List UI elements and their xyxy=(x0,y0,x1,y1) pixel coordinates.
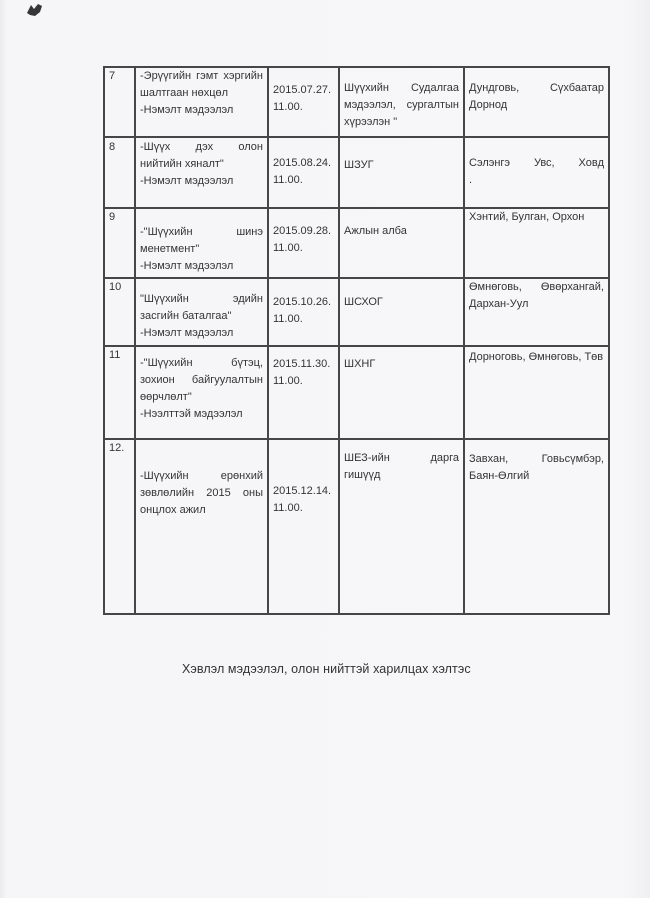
cell-text: ШСХОГ xyxy=(344,296,383,308)
cell-text: 2015.08.24. xyxy=(273,157,332,169)
cell-text: -"Шүүхийн шинэ менетмент" xyxy=(140,226,263,255)
cell-topic xyxy=(135,439,268,614)
cell-regions xyxy=(464,278,609,346)
cell-text: 11.00. xyxy=(273,174,303,186)
cell-organizer xyxy=(339,137,464,208)
cell-number xyxy=(104,67,135,137)
cell-text: 2015.07.27. xyxy=(273,84,332,96)
cell-text: "Шүүхийн эдийн засгийн баталгаа" xyxy=(140,293,263,322)
cell-text: 11.00. xyxy=(273,502,303,514)
cell-text: -Нээлттэй мэдээлэл xyxy=(140,408,243,420)
cell-number xyxy=(104,346,135,439)
table-row xyxy=(104,278,609,346)
cell-datetime xyxy=(268,278,339,346)
cell-organizer xyxy=(339,346,464,439)
cell-topic xyxy=(135,278,268,346)
cell-number xyxy=(104,439,135,614)
cell-topic xyxy=(135,208,268,278)
cell-text: -Шүүхийн ерөнхий зөвлөлийн 2015 оны онцлох ажил xyxy=(140,470,263,516)
cell-regions xyxy=(464,208,609,278)
cell-topic xyxy=(135,137,268,208)
cell-text: Ажлын алба xyxy=(344,225,407,237)
cell-text: -Шүүх дэх олон нийтийн хяналт" xyxy=(140,141,263,170)
cell-text: -"Шүүхийн бүтэц, зохион байгуулалтын өөрчлөлт" xyxy=(140,357,263,403)
cell-text: -Нэмэлт мэдээлэл xyxy=(140,175,234,187)
cell-text: 7 xyxy=(109,70,116,82)
cell-datetime xyxy=(268,137,339,208)
cell-regions xyxy=(464,439,609,614)
cell-number xyxy=(104,208,135,278)
cell-text: 11 xyxy=(109,349,121,361)
table-row xyxy=(104,439,609,614)
cell-regions xyxy=(464,346,609,439)
cell-text: 12. xyxy=(109,442,125,454)
cell-organizer xyxy=(339,439,464,614)
schedule-table-body xyxy=(104,67,609,614)
cell-text: Шүүхийн Судалгаа мэдээлэл, сургалтын хүрээлэн " xyxy=(344,82,459,128)
cell-text: 11.00. xyxy=(273,101,303,113)
cell-text: 10 xyxy=(109,281,122,293)
ink-smudge-mark xyxy=(25,3,45,18)
cell-text: 8 xyxy=(109,141,116,153)
cell-organizer xyxy=(339,208,464,278)
table-row xyxy=(104,67,609,137)
cell-text: -Нэмэлт мэдээлэл xyxy=(140,327,234,339)
cell-text: Өмнөговь, Өвөрхангай, Дархан-Уул xyxy=(469,281,604,310)
cell-text: ШЕЗ-ийн дарга гишүүд xyxy=(344,452,459,481)
cell-datetime xyxy=(268,67,339,137)
cell-topic xyxy=(135,67,268,137)
cell-text: 2015.12.14. xyxy=(273,485,332,497)
cell-datetime xyxy=(268,439,339,614)
cell-text: -Эрүүгийн гэмт хэргийн шалтгаан нөхцөл xyxy=(140,70,263,99)
cell-text: Дорноговь, Өмнөговь, Төв xyxy=(469,351,604,363)
cell-text: -Нэмэлт мэдээлэл xyxy=(140,104,234,116)
cell-regions xyxy=(464,137,609,208)
cell-text: 11.00. xyxy=(273,313,303,325)
schedule-table xyxy=(103,66,610,615)
table-row xyxy=(104,137,609,208)
cell-text: ШЗУГ xyxy=(344,159,374,171)
cell-text: . xyxy=(469,174,473,186)
cell-text: 11.00. xyxy=(273,375,303,387)
cell-number xyxy=(104,137,135,208)
cell-text: 2015.11.30. xyxy=(273,358,331,370)
cell-text: 2015.10.26. xyxy=(273,296,332,308)
cell-text: Хэнтий, Булган, Орхон xyxy=(469,211,585,223)
cell-organizer xyxy=(339,67,464,137)
cell-text: Сэлэнгэ Увс, Ховд xyxy=(469,157,604,169)
cell-text: Завхан, Говьсүмбэр, Баян-Өлгий xyxy=(469,453,604,482)
footer-note: Хэвлэл мэдээлэл, олон нийттэй харилцах хэлтэс xyxy=(182,662,471,676)
cell-text: -Нэмэлт мэдээлэл xyxy=(140,260,234,272)
cell-number xyxy=(104,278,135,346)
cell-text: ШХНГ xyxy=(344,358,376,370)
cell-datetime xyxy=(268,208,339,278)
cell-regions xyxy=(464,67,609,137)
cell-text: 11.00. xyxy=(273,242,303,254)
table-row xyxy=(104,346,609,439)
cell-text: 2015.09.28. xyxy=(273,225,332,237)
cell-text: Дундговь, Сүхбаатар Дорнод xyxy=(469,82,604,111)
table-row xyxy=(104,208,609,278)
cell-datetime xyxy=(268,346,339,439)
cell-organizer xyxy=(339,278,464,346)
cell-text: 9 xyxy=(109,211,116,223)
cell-topic xyxy=(135,346,268,439)
